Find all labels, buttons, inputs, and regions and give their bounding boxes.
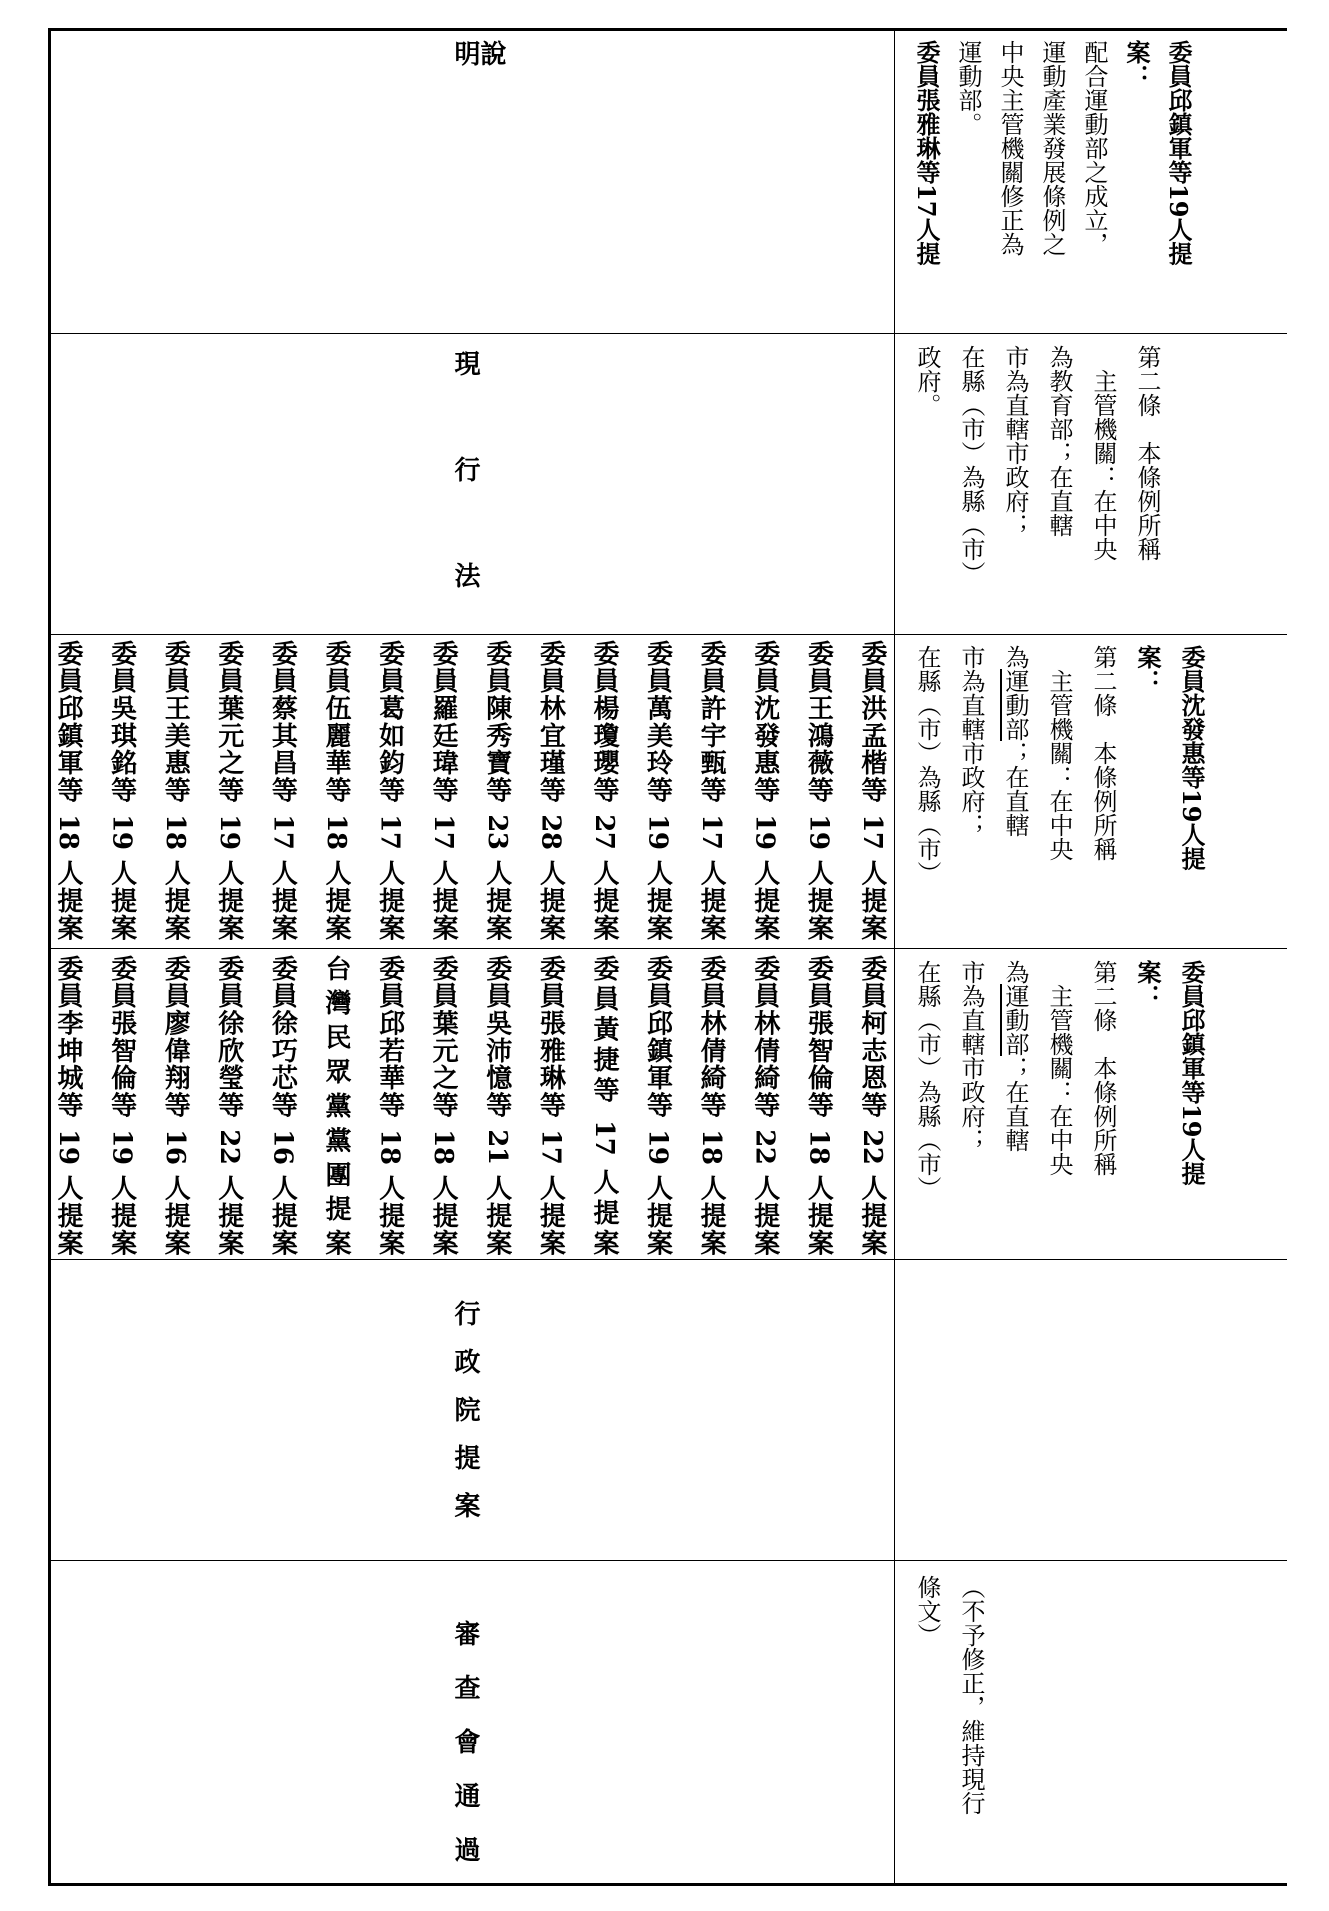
qiu-title-2: 案： xyxy=(1133,960,1162,1008)
qiu-title-1: 委員邱鎮軍等19人提 xyxy=(1177,960,1206,1186)
row-divider-2 xyxy=(48,634,1287,635)
qiu-line-2: 主管機關：在中央 xyxy=(1045,984,1073,1176)
proposer-item: 委員楊瓊瓔等 27 人提案 xyxy=(588,640,619,940)
explanation-title-2: 案： xyxy=(1122,40,1151,88)
shen-line-4: 市為直轄市政府； xyxy=(957,645,985,837)
current-line-6: 政府。 xyxy=(913,345,941,417)
explanation-line-1: 配合運動部之成立， xyxy=(1080,40,1108,256)
header-explanation-text xyxy=(452,40,504,320)
review-line-2: 條文） xyxy=(913,1575,941,1647)
shen-title-2: 案： xyxy=(1133,645,1162,693)
explanation-line-2: 運動產業發展條例之 xyxy=(1038,40,1066,256)
proposer-item: 委員邱鎮軍等 19 人提案 xyxy=(642,955,673,1255)
proposer-item: 台灣民眾黨黨團提案 xyxy=(320,955,351,1255)
explanation-body xyxy=(905,40,1199,325)
proposer-item: 委員張智倫等 19 人提案 xyxy=(106,955,137,1255)
proposer-item: 委員王鴻薇等 19 人提案 xyxy=(803,640,834,940)
proposer-item: 委員吳沛憶等 21 人提案 xyxy=(481,955,512,1255)
shen-line-5: 在縣（市）為縣（市） xyxy=(913,645,941,885)
qiu-line-1: 第二條 本條例所稱 xyxy=(1089,960,1117,1176)
qiu-line-3c: ；在直轄 xyxy=(1001,1056,1029,1152)
proposer-item: 委員廖偉翔等 16 人提案 xyxy=(160,955,191,1255)
current-line-4: 市為直轄市政府； xyxy=(1001,345,1029,537)
proposer-list-left xyxy=(55,955,885,1255)
proposer-item: 委員張雅琳等 17 人提案 xyxy=(535,955,566,1255)
proposer-item: 委員林倩綺等 22 人提案 xyxy=(749,955,780,1255)
proposer-item: 委員吳琪銘等 19 人提案 xyxy=(106,640,137,940)
shen-title-1: 委員沈發惠等19人提 xyxy=(1177,645,1206,871)
qiu-proposal-body xyxy=(905,960,1213,1255)
row-divider-4 xyxy=(48,1259,1287,1260)
proposer-item: 委員萬美玲等 19 人提案 xyxy=(642,640,673,940)
proposer-item: 委員徐巧芯等 16 人提案 xyxy=(267,955,298,1255)
shen-line-3b: 運動部 xyxy=(1001,669,1029,741)
current-line-3: 為教育部；在直轄 xyxy=(1045,345,1073,537)
proposer-item: 委員林倩綺等 18 人提案 xyxy=(696,955,727,1255)
proposer-item: 委員伍麗華等 18 人提案 xyxy=(320,640,351,940)
proposer-item: 委員黃捷等 17 人提案 xyxy=(588,955,619,1255)
review-body xyxy=(905,1575,993,1875)
header-explanation xyxy=(452,40,504,320)
proposer-item: 委員葉元之等 19 人提案 xyxy=(213,640,244,940)
proposer-item: 委員柯志恩等 22 人提案 xyxy=(856,955,887,1255)
shen-proposal-body xyxy=(905,645,1213,940)
header-current-law xyxy=(450,350,480,668)
row-divider-3 xyxy=(48,948,1287,949)
header-current-law-text: 現行法 xyxy=(450,350,480,668)
header-explanation-char: 說 xyxy=(476,40,506,66)
header-executive xyxy=(452,1300,478,1550)
proposer-item: 委員許宇甄等 17 人提案 xyxy=(696,640,727,940)
header-explanation-char: 明 xyxy=(450,40,480,66)
explanation-title-1: 委員邱鎮軍等19人提 xyxy=(1164,40,1193,266)
proposer-item: 委員徐欣瑩等 22 人提案 xyxy=(213,955,244,1255)
qiu-line-4: 市為直轄市政府； xyxy=(957,960,985,1152)
explanation-line-4: 運動部。 xyxy=(954,40,982,136)
proposer-item: 委員陳秀寶等 23 人提案 xyxy=(481,640,512,940)
proposer-item: 委員葉元之等 18 人提案 xyxy=(428,955,459,1255)
header-review-text: 審查會通過 xyxy=(450,1620,480,1890)
current-law-body xyxy=(905,345,1169,630)
qiu-line-3b: 運動部 xyxy=(1001,984,1029,1056)
column-divider xyxy=(894,28,895,1886)
shen-line-3 xyxy=(1001,645,1029,837)
proposer-item: 委員羅廷瑋等 17 人提案 xyxy=(428,640,459,940)
proposer-item: 委員沈發惠等 19 人提案 xyxy=(749,640,780,940)
proposer-item: 委員李坤城等 19 人提案 xyxy=(53,955,83,1255)
proposer-item: 委員林宜瑾等 28 人提案 xyxy=(535,640,566,940)
header-review xyxy=(450,1620,480,1890)
row-divider-5 xyxy=(48,1560,1287,1561)
explanation-line-3: 中央主管機關修正為 xyxy=(996,40,1024,256)
header-executive-text: 行政院提案 xyxy=(450,1300,480,1540)
row-divider-1 xyxy=(48,333,1287,334)
proposer-item: 委員邱鎮軍等 18 人提案 xyxy=(53,640,83,940)
qiu-line-3 xyxy=(1001,960,1029,1152)
current-line-1: 第二條 本條例所稱 xyxy=(1133,345,1161,561)
explanation-title-3: 委員張雅琳等17人提 xyxy=(912,40,941,266)
proposer-item: 委員王美惠等 18 人提案 xyxy=(160,640,191,940)
proposer-item: 委員洪孟楷等 17 人提案 xyxy=(856,640,887,940)
shen-line-3c: ；在直轄 xyxy=(1001,741,1029,837)
shen-line-3a: 為 xyxy=(1001,645,1029,669)
review-line-1: （不予修正，維持現行 xyxy=(957,1575,985,1815)
current-line-5: 在縣（市）為縣（市） xyxy=(957,345,985,585)
qiu-line-5: 在縣（市）為縣（市） xyxy=(913,960,941,1200)
proposer-item: 委員葛如鈞等 17 人提案 xyxy=(374,640,405,940)
shen-line-2: 主管機關：在中央 xyxy=(1045,669,1073,861)
shen-line-1: 第二條 本條例所稱 xyxy=(1089,645,1117,861)
proposer-item: 委員張智倫等 18 人提案 xyxy=(803,955,834,1255)
proposer-list-right xyxy=(55,640,885,940)
qiu-line-3a: 為 xyxy=(1001,960,1029,984)
proposer-item: 委員邱若華等 18 人提案 xyxy=(374,955,405,1255)
current-line-2: 主管機關：在中央 xyxy=(1089,369,1117,561)
proposer-item: 委員蔡其昌等 17 人提案 xyxy=(267,640,298,940)
